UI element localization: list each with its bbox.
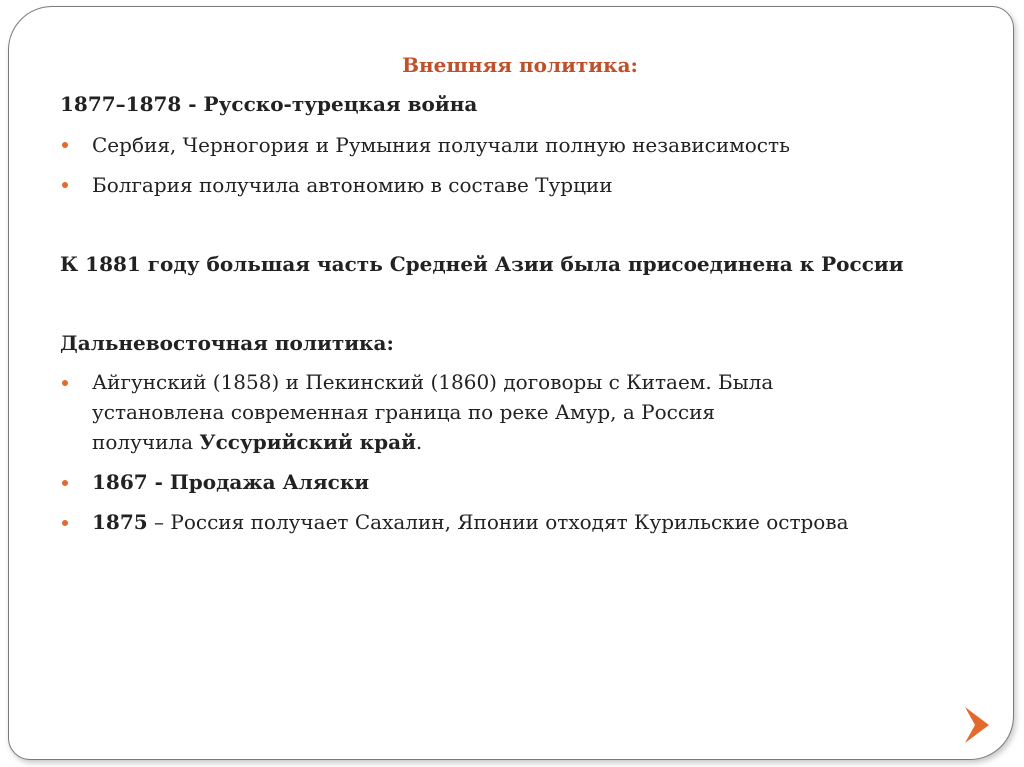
- war-title: 1877–1878 - Русско-турецкая война: [60, 92, 478, 116]
- bullet-icon: [62, 380, 68, 386]
- alaska-sale: 1867 - Продажа Аляски: [92, 470, 370, 494]
- bullet-icon: [62, 480, 68, 486]
- corner-chevron-icon: [959, 705, 993, 745]
- war-point-1: Сербия, Черногория и Румыния получали полную независимость: [92, 133, 790, 157]
- bullet-icon: [62, 142, 68, 148]
- sakhalin-point: [92, 509, 849, 535]
- slide-heading: Внешняя политика:: [402, 53, 638, 77]
- bullet-icon: [62, 182, 68, 188]
- sakhalin-text: – Россия получает Сахалин, Японии отходят Курильские острова: [147, 510, 849, 534]
- treaties-line-2: установлена современная граница по реке Амур, а Россия: [92, 400, 716, 424]
- central-asia-statement: К 1881 году большая часть Средней Азии была присоединена к России: [60, 252, 904, 276]
- war-point-2: Болгария получила автономию в составе Турции: [92, 173, 613, 197]
- far-east-title: Дальневосточная политика:: [60, 331, 394, 355]
- treaties-line-3-suffix: .: [415, 430, 423, 454]
- ussuri-region: Уссурийский край: [199, 430, 416, 454]
- treaties-line-3: [92, 429, 422, 455]
- sakhalin-year: 1875: [92, 510, 148, 534]
- treaties-line-1: Айгунский (1858) и Пекинский (1860) договоры с Китаем. Была: [92, 370, 774, 394]
- treaties-line-3-prefix: получила: [92, 430, 200, 454]
- bullet-icon: [62, 520, 68, 526]
